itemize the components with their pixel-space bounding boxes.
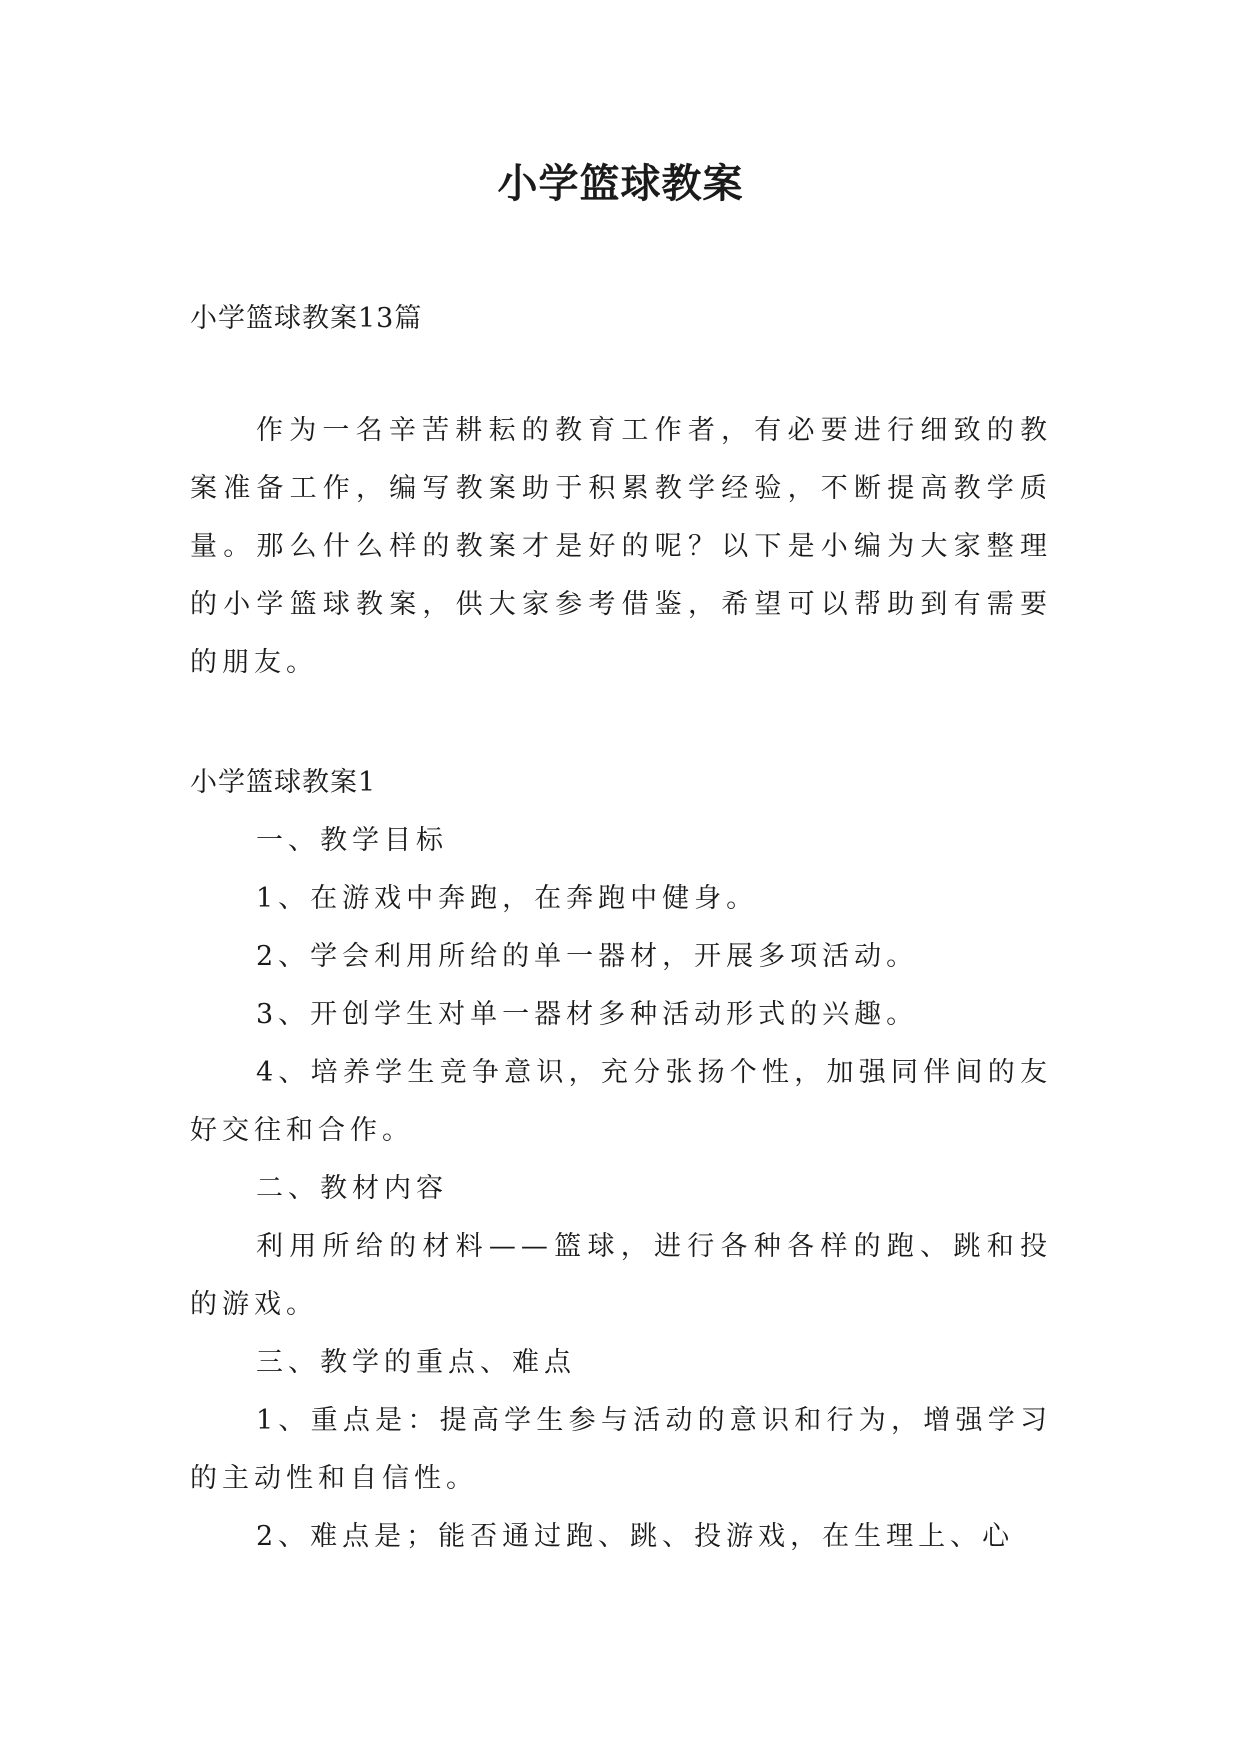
section-paragraph: 利用所给的材料——篮球，进行各种各样的跑、跳和投的游戏。 (190, 1231, 1052, 1320)
section-paragraph: 1、在游戏中奔跑，在奔跑中健身。 (256, 883, 759, 914)
section-paragraph: 二、教材内容 (256, 1173, 448, 1204)
section-paragraph: 3、开创学生对单一器材多种活动形式的兴趣。 (256, 999, 919, 1030)
section-paragraph: 一、教学目标 (256, 825, 448, 856)
section-paragraph: 2、难点是；能否通过跑、跳、投游戏，在生理上、心 (256, 1521, 1015, 1552)
document-subtitle: 小学篮球教案13篇 (190, 303, 423, 334)
section-paragraph: 1、重点是：提高学生参与活动的意识和行为，增强学习的主动性和自信性。 (190, 1405, 1052, 1494)
section-paragraph: 2、学会利用所给的单一器材，开展多项活动。 (256, 941, 919, 972)
intro-paragraph: 作为一名辛苦耕耘的教育工作者，有必要进行细致的教案准备工作，编写教案助于积累教学经验，不断提高教学质量。那么什么样的教案才是好的呢？以下是小编为大家整理的小学篮球教案，供大家参考借鉴，希望可以帮助到有需要的朋友。 (190, 415, 1052, 678)
lesson-plan-section-1 (190, 754, 1052, 1566)
document-title: 小学篮球教案 (497, 161, 744, 207)
section-paragraph: 三、教学的重点、难点 (256, 1347, 576, 1378)
section-paragraph: 4、培养学生竞争意识，充分张扬个性，加强同伴间的友好交往和合作。 (190, 1057, 1052, 1146)
section-heading: 小学篮球教案1 (190, 767, 377, 798)
